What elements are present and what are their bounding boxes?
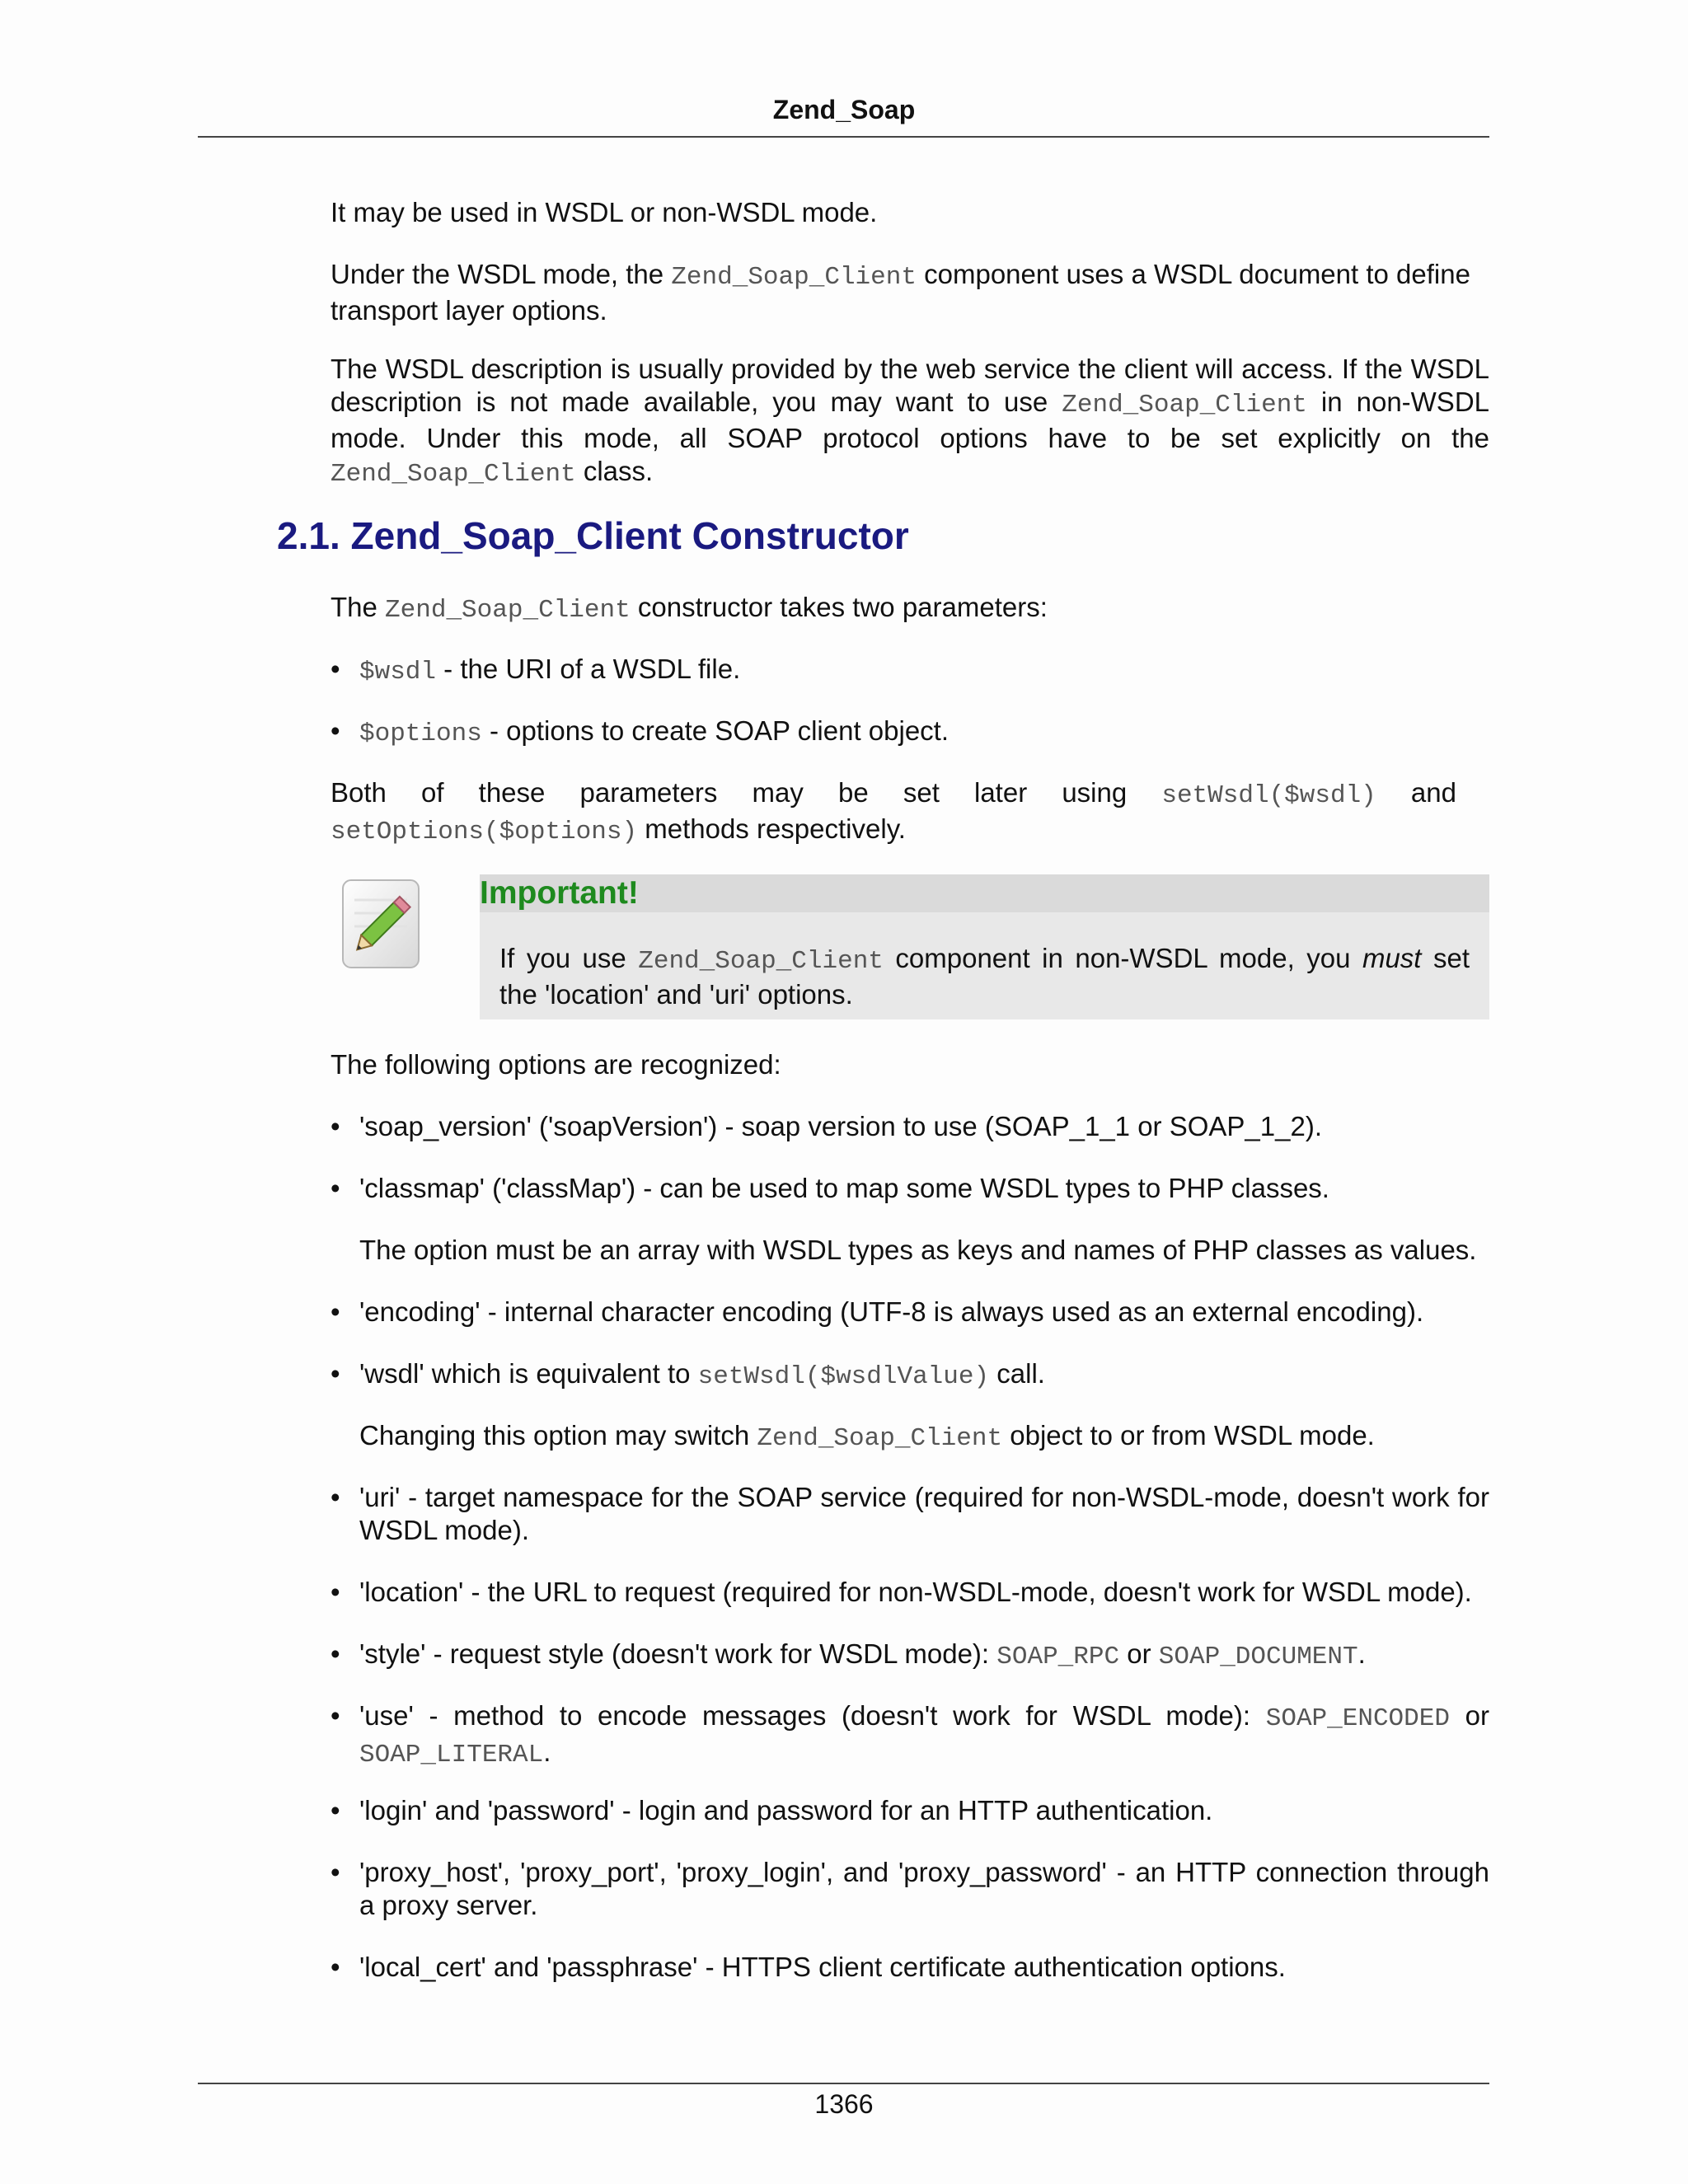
list-item-style: • 'style' - request style (doesn't work for WSDL mode): SOAP_RPC or SOAP_DOCUMENT. xyxy=(331,1638,1366,1671)
bullet-icon: • xyxy=(331,654,340,684)
inline-code: Zend_Soap_Client xyxy=(385,596,631,625)
intro-paragraph-1: It may be used in WSDL or non-WSDL mode. xyxy=(331,197,878,227)
bullet-icon: • xyxy=(331,1795,340,1825)
inline-code: Zend_Soap_Client xyxy=(1062,391,1307,419)
list-item-options-param: • $options - options to create SOAP client object. xyxy=(331,715,950,748)
bullet-icon: • xyxy=(331,1296,340,1327)
list-item-encoding: • 'encoding' - internal character encoding (UTF-8 is always used as an external encoding). xyxy=(331,1296,1424,1327)
list-item-proxy: • 'proxy_host', 'proxy_port', 'proxy_login', and 'proxy_password' - an HTTP connection through a proxy server. xyxy=(331,1857,1489,1920)
classmap-detail: The option must be an array with WSDL types as keys and names of PHP classes as values. xyxy=(359,1235,1477,1265)
bullet-icon: • xyxy=(331,1952,340,1982)
inline-code: Zend_Soap_Client xyxy=(638,947,884,976)
inline-code: SOAP_ENCODED xyxy=(1265,1704,1450,1733)
bullet-icon: • xyxy=(331,1482,340,1512)
list-item-classmap: • 'classmap' ('classMap') - can be used to map some WSDL types to PHP classes. xyxy=(331,1173,1329,1203)
inline-code: Zend_Soap_Client xyxy=(331,460,576,489)
bullet-icon: • xyxy=(331,1857,340,1887)
list-item-soap-version: • 'soap_version' ('soapVersion') - soap version to use (SOAP_1_1 or SOAP_1_2). xyxy=(331,1111,1322,1141)
bullet-icon: • xyxy=(331,1638,340,1669)
list-item-uri: • 'uri' - target namespace for the SOAP service (required for non-WSDL-mode, doesn't work for WSDL mode). xyxy=(331,1482,1489,1545)
inline-code: $options xyxy=(359,719,482,748)
intro-paragraph-3: The WSDL description is usually provided by the web service the client will access. If the WSDL description is not made available, you may want to use Zend_Soap_Client in non-WSDL mode. Under this mode, all SOAP protocol options have to be set explicitly on the Zend_Soap_Client class. xyxy=(331,354,1489,489)
inline-code: Zend_Soap_Client xyxy=(757,1424,1003,1453)
inline-code: setOptions($options) xyxy=(331,818,638,846)
list-item-wsdl: • 'wsdl' which is equivalent to setWsdl($wsdlValue) call. xyxy=(331,1358,1045,1391)
note-title-bar xyxy=(480,874,1489,912)
inline-code: $wsdl xyxy=(359,658,437,687)
list-item-location: • 'location' - the URL to request (required for non-WSDL-mode, doesn't work for WSDL mode). xyxy=(331,1577,1472,1607)
list-item-local-cert: • 'local_cert' and 'passphrase' - HTTPS client certificate authentication options. xyxy=(331,1952,1286,1982)
constructor-paragraph: The Zend_Soap_Client constructor takes two parameters: xyxy=(331,592,1048,625)
bullet-icon: • xyxy=(331,1111,340,1141)
list-item-login: • 'login' and 'password' - login and password for an HTTP authentication. xyxy=(331,1795,1213,1825)
emphasis: must xyxy=(1362,943,1422,973)
inline-code: Zend_Soap_Client xyxy=(671,263,917,292)
header-rule xyxy=(198,136,1489,138)
inline-code: SOAP_DOCUMENT xyxy=(1158,1643,1358,1671)
bullet-icon: • xyxy=(331,715,340,746)
section-heading: 2.1. Zend_Soap_Client Constructor xyxy=(277,514,909,557)
bullet-icon: • xyxy=(331,1358,340,1389)
bullet-icon: • xyxy=(331,1577,340,1607)
inline-code: SOAP_RPC xyxy=(996,1643,1120,1671)
list-item-wsdl-param: • $wsdl - the URI of a WSDL file. xyxy=(331,654,741,687)
setters-paragraph: Both of these parameters may be set later using setWsdl($wsdl) and setOptions($options) methods respectively. xyxy=(331,777,1456,846)
note-body: If you use Zend_Soap_Client component in non-WSDL mode, you must set the 'location' and 'uri' options. xyxy=(499,943,1470,1010)
running-header: Zend_Soap xyxy=(772,95,916,124)
options-intro: The following options are recognized: xyxy=(331,1049,781,1080)
bullet-icon: • xyxy=(331,1700,340,1731)
page-number: 1366 xyxy=(814,2089,874,2119)
list-item-use: • 'use' - method to encode messages (doesn't work for WSDL mode): SOAP_ENCODED or SOAP_LITERAL. xyxy=(331,1700,1489,1769)
note-title: Important! xyxy=(480,875,639,911)
pencil-note-icon xyxy=(336,875,427,974)
inline-code: setWsdl($wsdl) xyxy=(1161,781,1376,810)
bullet-icon: • xyxy=(331,1173,340,1203)
footer-rule xyxy=(198,2083,1489,2084)
inline-code: SOAP_LITERAL xyxy=(359,1741,544,1769)
intro-paragraph-2: Under the WSDL mode, the Zend_Soap_Client component uses a WSDL document to define transport layer options. xyxy=(331,259,1470,326)
important-note xyxy=(480,874,1489,1019)
wsdl-detail: Changing this option may switch Zend_Soap_Client object to or from WSDL mode. xyxy=(359,1420,1375,1453)
inline-code: setWsdl($wsdlValue) xyxy=(697,1362,990,1391)
